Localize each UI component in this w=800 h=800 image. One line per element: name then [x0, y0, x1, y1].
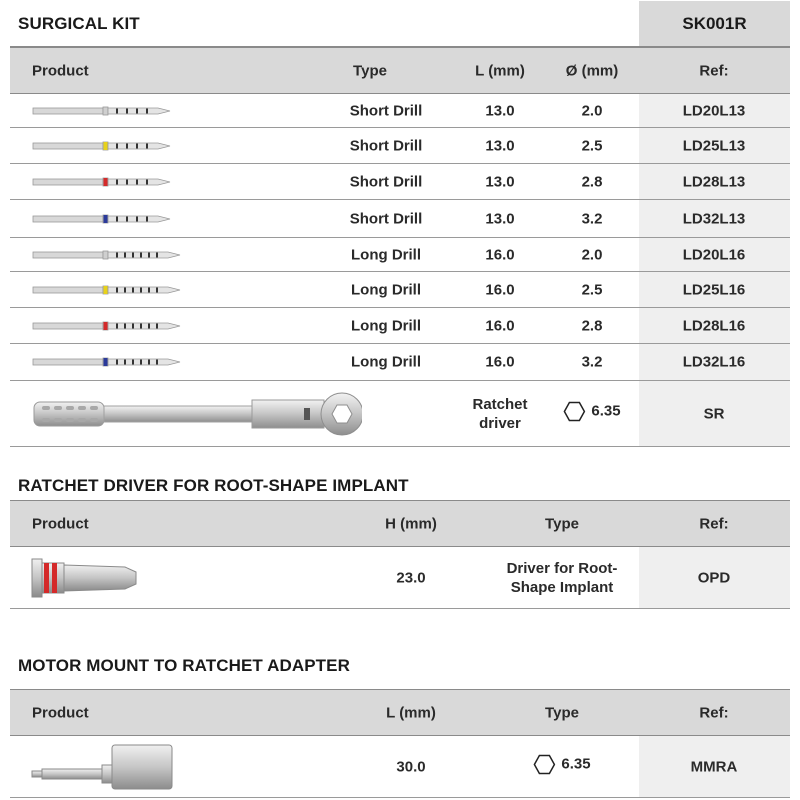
drill-length: 16.0 [485, 281, 515, 298]
header-ref: Ref: [699, 704, 729, 721]
drill-type: Long Drill [351, 353, 421, 371]
drill-image [32, 176, 182, 188]
header-product: Product [32, 62, 89, 79]
drill-ref: LD20L13 [682, 102, 746, 119]
ratchet-ref: SR [703, 405, 725, 422]
drill-image [32, 356, 182, 368]
drill-image [32, 249, 182, 261]
opd-height: 23.0 [396, 569, 426, 586]
drill-type: Short Drill [349, 137, 423, 154]
ratchet-driver-header [10, 500, 790, 547]
mmra-ref: MMRA [690, 758, 738, 775]
drill-length: 13.0 [485, 173, 515, 190]
drill-diameter: 2.0 [581, 102, 603, 119]
mmra-length: 30.0 [396, 758, 426, 775]
drill-type: Short Drill [349, 210, 423, 227]
drill-ref: LD20L16 [682, 246, 746, 263]
drill-type: Long Drill [351, 246, 421, 263]
ratchet-driver-image [32, 392, 362, 436]
table-row [10, 272, 790, 308]
ratchet-hex-value: 6.35 [591, 402, 621, 420]
drill-diameter: 2.5 [581, 137, 603, 154]
drill-diameter: 2.8 [581, 317, 603, 334]
surgical-kit-code: SK001R [639, 1, 790, 46]
drill-ref: LD25L16 [682, 281, 746, 298]
drill-ref: LD32L13 [682, 210, 746, 227]
drill-diameter: 3.2 [581, 210, 603, 227]
surgical-kit-title: SURGICAL KIT [18, 14, 140, 33]
surgical-kit-title-bar [10, 1, 790, 47]
hexagon-icon [563, 401, 585, 421]
drill-type: Short Drill [349, 173, 423, 190]
hexagon-icon [533, 754, 555, 774]
drill-ref: LD28L16 [682, 317, 746, 334]
header-type: Type [545, 515, 579, 532]
header-length: L (mm) [475, 62, 525, 79]
drill-ref: LD28L13 [682, 173, 746, 190]
drill-image [32, 105, 182, 117]
ratchet-type-line1: Ratchet [472, 395, 528, 413]
drill-type: Short Drill [349, 102, 423, 119]
ratchet-type [472, 395, 527, 433]
drill-ref: LD25L13 [682, 137, 746, 154]
header-ref: Ref: [699, 515, 729, 532]
drill-length: 16.0 [485, 317, 515, 334]
table-row-ratchet [10, 381, 790, 447]
opd-type-line1: Driver for Root- [506, 559, 618, 577]
header-height: H (mm) [385, 515, 437, 532]
table-row [10, 164, 790, 200]
table-row-mmra [10, 736, 790, 798]
drill-length: 16.0 [485, 353, 515, 371]
opd-ref: OPD [697, 569, 731, 586]
ratchet-driver-title: RATCHET DRIVER FOR ROOT-SHAPE IMPLANT [18, 476, 409, 495]
drill-diameter: 2.5 [581, 281, 603, 298]
ratchet-hex-size [563, 401, 620, 426]
table-row-opd [10, 547, 790, 609]
table-row [10, 238, 790, 272]
drill-diameter: 3.2 [581, 353, 603, 371]
drill-image [32, 320, 182, 332]
root-shape-driver-image [30, 555, 142, 601]
drill-length: 13.0 [485, 102, 515, 119]
header-type: Type [353, 62, 387, 79]
header-product: Product [32, 515, 89, 532]
motor-mount-title: MOTOR MOUNT TO RATCHET ADAPTER [18, 656, 350, 675]
motor-mount-adapter-image [30, 743, 176, 791]
drill-diameter: 2.8 [581, 173, 603, 190]
table-row [10, 200, 790, 238]
drill-type: Long Drill [351, 281, 421, 298]
drill-length: 16.0 [485, 246, 515, 263]
drill-ref: LD32L16 [682, 353, 746, 371]
table-row [10, 128, 790, 164]
drill-image [32, 213, 182, 225]
mmra-hex-value: 6.35 [561, 755, 591, 773]
header-type: Type [545, 704, 579, 721]
drill-length: 13.0 [485, 210, 515, 227]
header-ref: Ref: [699, 62, 729, 79]
surgical-kit-header [10, 47, 790, 94]
opd-type [507, 559, 618, 597]
opd-type-line2: Shape Implant [510, 578, 614, 596]
header-length: L (mm) [386, 704, 436, 721]
drill-image [32, 284, 182, 296]
header-diameter: Ø (mm) [565, 62, 619, 79]
mmra-hex-size [533, 754, 590, 779]
header-product: Product [32, 704, 89, 721]
motor-mount-header [10, 689, 790, 736]
drill-length: 13.0 [485, 137, 515, 154]
table-row [10, 344, 790, 381]
drill-image [32, 140, 182, 152]
table-row [10, 308, 790, 344]
drill-diameter: 2.0 [581, 246, 603, 263]
table-row [10, 94, 790, 128]
drill-type: Long Drill [351, 317, 421, 334]
ratchet-type-line2: driver [479, 414, 521, 432]
